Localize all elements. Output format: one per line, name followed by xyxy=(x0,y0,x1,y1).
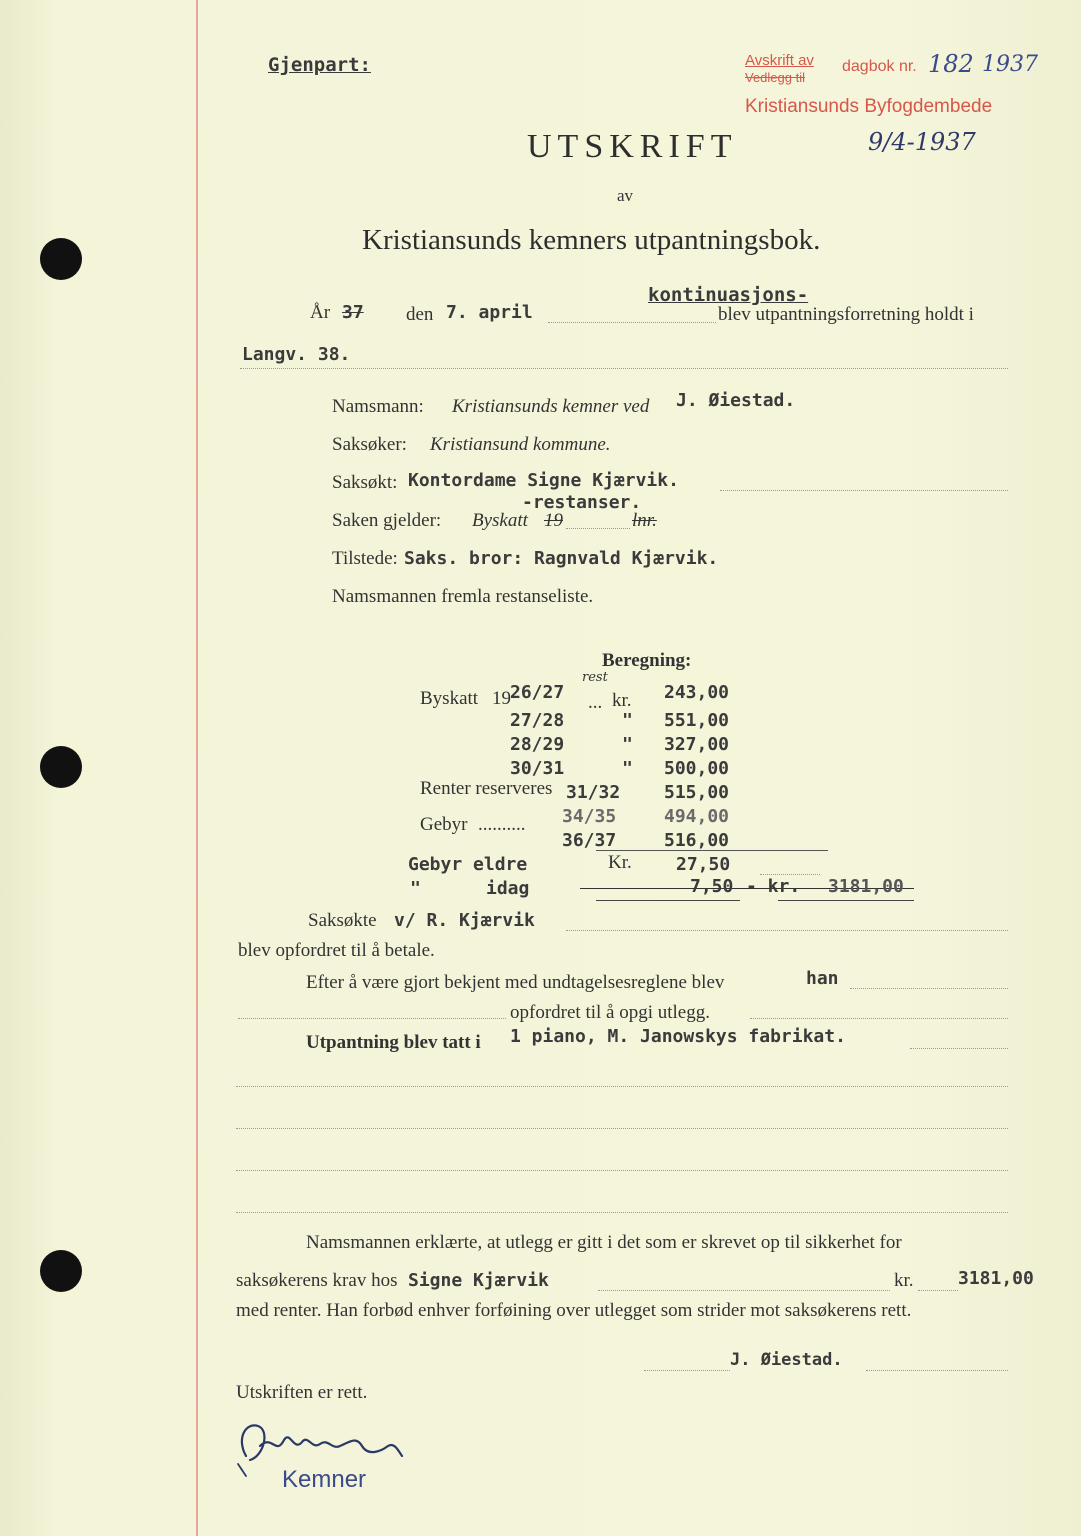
blank-line-1 xyxy=(236,1086,1008,1087)
total-underline-a xyxy=(596,900,740,901)
saksokt-value: Kontordame Signe Kjærvik. xyxy=(408,470,679,491)
utpantning-dots xyxy=(910,1048,1008,1049)
krav-dots xyxy=(598,1290,890,1291)
opfordret-betale: blev opfordret til å betale. xyxy=(238,940,435,961)
byskatt-label: Byskatt xyxy=(420,688,479,709)
krav-amount: 3181,00 xyxy=(958,1268,1034,1289)
stamp-line1-a: Avskrift av xyxy=(745,52,814,69)
opgi-dots-right xyxy=(750,1018,1008,1019)
renter-text: med renter. Han forbød enhver forføining over utlegget som strider mot saksøkerens rett. xyxy=(236,1300,912,1321)
row-2-period: 28/29 xyxy=(510,734,565,755)
den-label: den xyxy=(406,304,434,325)
saken-year: 19 xyxy=(544,510,563,531)
punch-hole-top xyxy=(40,238,82,280)
date-dots xyxy=(548,322,716,323)
idag-label: idag xyxy=(486,878,530,899)
utpantning-value: 1 piano, M. Janowskys fabrikat. xyxy=(510,1026,846,1047)
rest-note: rest xyxy=(582,670,608,685)
place-value: Langv. 38. xyxy=(242,344,351,365)
title-of: av xyxy=(617,186,634,205)
row-6-period: 36/37 xyxy=(562,830,617,851)
saken-suffix: lnr. xyxy=(632,510,657,531)
subtotal-rule xyxy=(596,850,828,851)
opgi-text: opfordret til å opgi utlegg. xyxy=(510,1002,710,1023)
krav-kr: kr. xyxy=(894,1270,914,1291)
krav-name: Signe Kjærvik xyxy=(408,1270,549,1291)
row-0-period: 26/27 xyxy=(510,682,565,703)
row-1-mark: " xyxy=(622,710,633,731)
namsmann-label: Namsmann: xyxy=(332,396,424,417)
total-underline-b xyxy=(778,900,914,901)
row-5-period: 34/35 xyxy=(562,806,617,827)
dots-kr: ... xyxy=(588,692,603,713)
document-title: UTSKRIFT xyxy=(527,128,738,165)
row-3-amount: 500,00 xyxy=(664,758,730,779)
row-4-period: 31/32 xyxy=(566,782,621,803)
blank-line-3 xyxy=(236,1170,1008,1171)
punch-hole-bottom xyxy=(40,1250,82,1292)
row-3-period: 30/31 xyxy=(510,758,565,779)
kemner-stamp: Kemner xyxy=(282,1466,367,1493)
utpantning-label: Utpantning blev tatt i xyxy=(306,1032,481,1053)
saksokte-dots xyxy=(566,930,1008,931)
krav-label: saksøkerens krav hos xyxy=(236,1270,398,1291)
row-4-amount: 515,00 xyxy=(664,782,730,803)
row-6-amount: 516,00 xyxy=(664,830,730,851)
gebyr-eldre-dots xyxy=(760,874,820,875)
namsmann-printed: Kristiansunds kemner ved xyxy=(452,396,650,417)
gebyr-eldre: Gebyr eldre xyxy=(408,854,528,875)
place-dots xyxy=(240,368,1008,369)
stamp-office: Kristiansunds Byfogdembede xyxy=(745,96,993,117)
signature-dots-left xyxy=(644,1370,730,1371)
date-value: 7. april xyxy=(446,302,533,323)
calc-total: 3181,00 xyxy=(828,876,904,897)
saksokt-dots xyxy=(720,490,1008,491)
stamp-date: 9/4-1937 xyxy=(868,128,976,156)
stamp-number: 182 xyxy=(928,50,974,78)
row-5-amount: 494,00 xyxy=(664,806,730,827)
krav-kr-dots xyxy=(918,1290,958,1291)
stamp-dagbok: dagbok nr. xyxy=(842,58,917,75)
gebyr-label: Gebyr xyxy=(420,814,468,835)
blank-line-4 xyxy=(236,1212,1008,1213)
erklaerte-text: Namsmannen erklærte, at utlegg er gitt i det som er skrevet op til sikkerhet for xyxy=(306,1232,902,1253)
stamp-line1-b: Vedlegg til xyxy=(745,70,805,85)
saksokt-label: Saksøkt: xyxy=(332,472,398,493)
gebyr-eldre-amount: 27,50 xyxy=(676,854,731,875)
kr-label: kr. xyxy=(612,690,632,711)
saksokte-label: Saksøkte xyxy=(308,910,377,931)
saksokte-value: v/ R. Kjærvik xyxy=(394,910,535,931)
utskriften-text: Utskriften er rett. xyxy=(236,1382,368,1403)
restanser-value: -restanser. xyxy=(522,492,642,513)
year-label: År xyxy=(310,302,331,323)
row-1-period: 27/28 xyxy=(510,710,565,731)
prefix-19: 19 xyxy=(492,688,511,709)
row-3-mark: " xyxy=(622,758,633,779)
document-subtitle: Kristiansunds kemners utpantningsbok. xyxy=(362,224,821,256)
saken-dots xyxy=(566,528,630,529)
namsmann-fremla: Namsmannen fremla restanseliste. xyxy=(332,586,594,607)
idag-total-label: - kr. xyxy=(746,876,801,897)
renter-label: Renter reserveres xyxy=(420,778,553,799)
row-2-amount: 327,00 xyxy=(664,734,730,755)
blank-line-2 xyxy=(236,1128,1008,1129)
han-value: han xyxy=(806,968,839,989)
stamp-year: 1937 xyxy=(982,52,1038,77)
calc-heading: Beregning: xyxy=(602,650,692,671)
idag-amount: 7,50 xyxy=(690,876,734,897)
intro-rest: blev utpantningsforretning holdt i xyxy=(718,304,974,325)
idag-mark: " xyxy=(410,878,421,899)
tilstede-value: Saks. bror: Ragnvald Kjærvik. xyxy=(404,548,719,569)
saksoker-label: Saksøker: xyxy=(332,434,407,455)
punch-hole-middle xyxy=(40,746,82,788)
han-dots xyxy=(850,988,1008,989)
namsmann-value: J. Øiestad. xyxy=(676,390,796,411)
year-value: 37 xyxy=(342,302,364,323)
signature-dots-right xyxy=(866,1370,1008,1371)
signature-name: J. Øiestad. xyxy=(730,1350,843,1370)
gebyr-dots: .......... xyxy=(478,814,526,835)
saken-label: Saken gjelder: xyxy=(332,510,442,531)
gebyr-eldre-kr: Kr. xyxy=(608,852,632,873)
margin-line xyxy=(196,0,198,1536)
saksoker-value: Kristiansund kommune. xyxy=(430,434,611,455)
tilstede-label: Tilstede: xyxy=(332,548,398,569)
row-2-mark: " xyxy=(622,734,633,755)
row-0-amount: 243,00 xyxy=(664,682,730,703)
efter-text: Efter å være gjort bekjent med undtagelsesreglene blev xyxy=(306,972,725,993)
forretning-type: kontinuasjons- xyxy=(648,284,809,306)
opgi-dots-left xyxy=(238,1018,506,1019)
copy-label: Gjenpart: xyxy=(268,54,371,76)
row-1-amount: 551,00 xyxy=(664,710,730,731)
saken-value: Byskatt xyxy=(472,510,528,531)
